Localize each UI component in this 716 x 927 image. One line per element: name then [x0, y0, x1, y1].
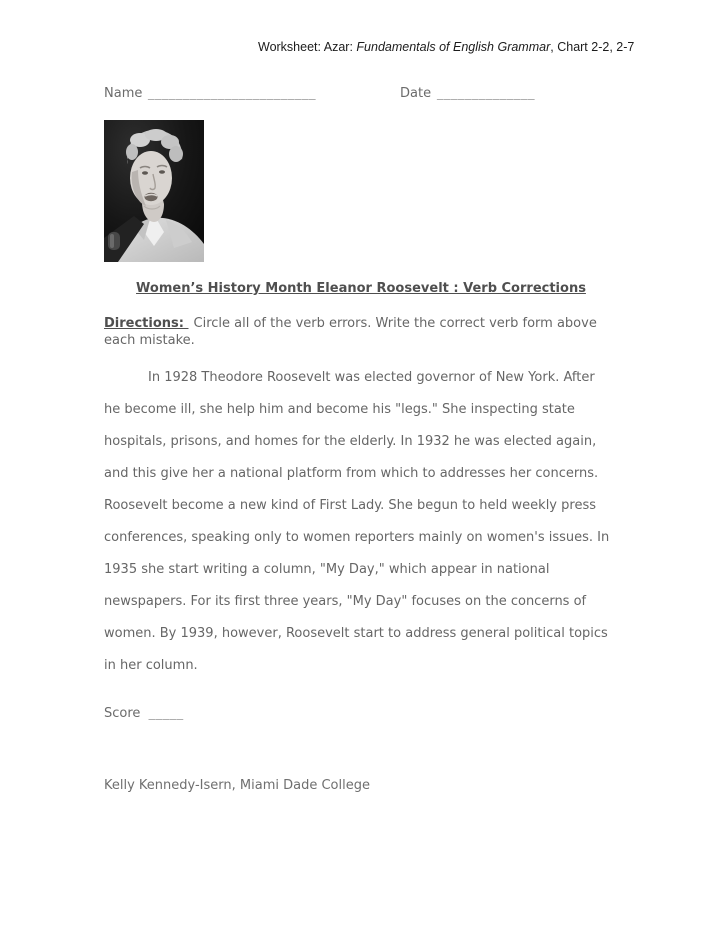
- worksheet-title: Women’s History Month Eleanor Roosevelt : Verb Corrections: [136, 281, 586, 296]
- header-suffix: , Chart 2-2, 2-7: [550, 40, 635, 54]
- document-header: [258, 40, 634, 54]
- header-book-title: Fundamentals of English Grammar: [356, 40, 551, 54]
- score-row: [104, 706, 184, 721]
- score-label: Score: [104, 706, 141, 721]
- directions-block: [104, 315, 628, 349]
- date-field-label: Date: [400, 86, 432, 101]
- paragraph-line: conferences, speaking only to women reporters mainly on women's issues. In: [104, 530, 610, 545]
- name-date-row: [0, 86, 716, 106]
- paragraph-line: 1935 she start writing a column, "My Day," which appear in national: [104, 562, 550, 577]
- paragraph-line: and this give her a national platform from which to addresses her concerns.: [104, 466, 599, 481]
- directions-text: Circle all of the verb errors. Write the correct verb form above each mistake.: [104, 316, 597, 348]
- paragraph-line: newspapers. For its first three years, "My Day" focuses on the concerns of: [104, 594, 587, 609]
- paragraph-line: he become ill, she help him and become his "legs." She inspecting state: [104, 402, 575, 417]
- paragraph-line: in her column.: [104, 658, 198, 673]
- paragraph-line: women. By 1939, however, Roosevelt start to address general political topics: [104, 626, 608, 641]
- header-prefix: Worksheet: Azar:: [258, 40, 357, 54]
- paragraph-line: Roosevelt become a new kind of First Lady. She begun to held weekly press: [104, 498, 596, 513]
- author-credit: Kelly Kennedy-Isern, Miami Dade College: [104, 778, 370, 793]
- name-field-label: Name: [104, 86, 143, 101]
- eleanor-roosevelt-photo: [104, 120, 204, 262]
- paragraph-line: hospitals, prisons, and homes for the elderly. In 1932 he was elected again,: [104, 434, 597, 449]
- name-blank-line: ________________________: [148, 86, 316, 101]
- exercise-paragraph: [104, 362, 644, 682]
- directions-label: Directions:: [104, 316, 189, 331]
- paragraph-line: In 1928 Theodore Roosevelt was elected governor of New York. After: [148, 370, 595, 385]
- date-blank-line: ______________: [437, 86, 535, 101]
- score-blank-line: _____: [148, 706, 184, 721]
